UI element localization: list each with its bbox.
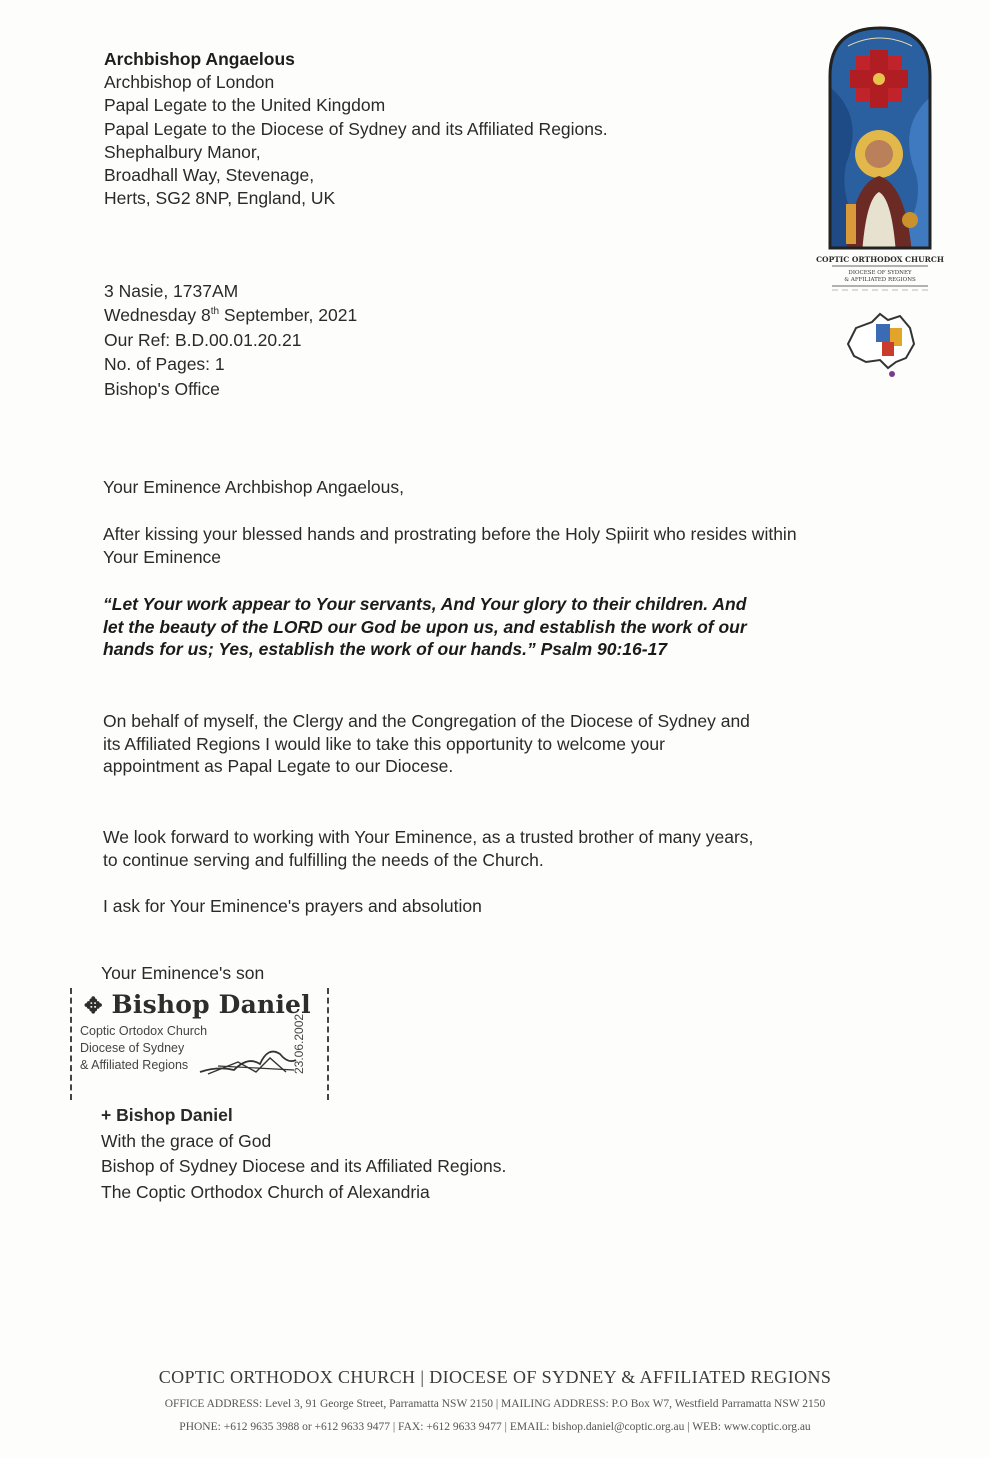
bishop-stamp <box>70 988 332 1100</box>
footer-address: OFFICE ADDRESS: Level 3, 91 George Street, Parramatta NSW 2150 | MAILING ADDRESS: P.O Box W7, Westfield Parramatta NSW 2150 <box>164 1398 826 1410</box>
office-name: Bishop's Office <box>104 378 220 399</box>
coptic-cross-icon: ✥ <box>84 993 103 1019</box>
stamp-line: Coptic Ortodox Church <box>80 1024 208 1038</box>
signature-block <box>101 1103 506 1205</box>
recipient-block <box>104 48 608 210</box>
signatory-line: The Coptic Orthodox Church of Alexandria <box>101 1181 430 1202</box>
scripture-quote <box>103 593 843 661</box>
letter-meta <box>104 279 357 401</box>
forward-paragraph: We look forward to working with Your Eminence, as a trusted brother of many years, to continue serving and fulfilling the needs of the Church. <box>103 827 754 870</box>
signature-scribble <box>198 1036 302 1078</box>
australia-map-icon <box>848 314 914 377</box>
stained-glass-logo <box>816 24 944 384</box>
coptic-date: 3 Nasie, 1737AM <box>104 281 239 301</box>
quote-line: let the beauty of the LORD our God be upon us, and establish the work of our <box>103 616 747 637</box>
crest-sub-1: DIOCESE OF SYDNEY <box>848 270 912 276</box>
recipient-line: Papal Legate to the Diocese of Sydney and its Affiliated Regions. <box>104 118 608 139</box>
recipient-line: Papal Legate to the United Kingdom <box>104 95 386 116</box>
salutation: Your Eminence Archbishop Angaelous, <box>103 477 404 497</box>
crest-banner: COPTIC ORTHODOX CHURCH <box>816 255 944 264</box>
signatory-name: + Bishop Daniel <box>101 1105 233 1125</box>
stamp-border-right <box>327 988 330 1100</box>
stamp-date: 23.06.2002 <box>292 1013 306 1074</box>
stamp-line: Diocese of Sydney <box>80 1041 185 1055</box>
signatory-line: With the grace of God <box>101 1130 272 1151</box>
stamp-title: ✥ Bishop Daniel <box>84 990 311 1019</box>
crest-sub-2: & AFFILIATED REGIONS <box>844 277 916 283</box>
footer-contact: PHONE: +612 9635 3988 or +612 9633 9477 | FAX: +612 9633 9477 | EMAIL: bishop.daniel@coptic.org.au | WEB: www.coptic.org.au <box>179 1421 811 1433</box>
opening-paragraph: After kissing your blessed hands and prostrating before the Holy Spiirit who resides within Your Eminence <box>103 524 797 567</box>
recipient-line: Herts, SG2 8NP, England, UK <box>104 188 336 209</box>
recipient-line: Broadhall Way, Stevenage, <box>104 165 315 186</box>
stamp-border-left <box>70 988 73 1100</box>
diocese-crest <box>816 24 944 384</box>
page-count: No. of Pages: 1 <box>104 354 225 375</box>
reference-number: Our Ref: B.D.00.01.20.21 <box>104 329 302 350</box>
prayer-request: I ask for Your Eminence's prayers and absolution <box>103 896 482 916</box>
quote-line: “Let Your work appear to Your servants, And Your glory to their children. And <box>103 594 747 614</box>
letter-date: Wednesday 8th September, 2021 <box>104 305 358 326</box>
welcome-paragraph: On behalf of myself, the Clergy and the Congregation of the Diocese of Sydney and its Affiliated Regions I would like to take this opportunity to welcome your appointment as Papal Legate to our Diocese. <box>103 711 750 777</box>
stamp-line: & Affiliated Regions <box>80 1058 189 1072</box>
quote-line: hands for us; Yes, establish the work of our hands.” Psalm 90:16-17 <box>103 639 668 660</box>
footer-title: COPTIC ORTHODOX CHURCH | DIOCESE OF SYDNEY & AFFILIATED REGIONS <box>158 1367 832 1387</box>
recipient-line: Shephalbury Manor, <box>104 141 261 162</box>
signatory-line: Bishop of Sydney Diocese and its Affiliated Regions. <box>101 1156 507 1176</box>
closing-line: Your Eminence's son <box>101 963 265 983</box>
recipient-name: Archbishop Angaelous <box>104 49 295 69</box>
recipient-line: Archbishop of London <box>104 72 275 93</box>
